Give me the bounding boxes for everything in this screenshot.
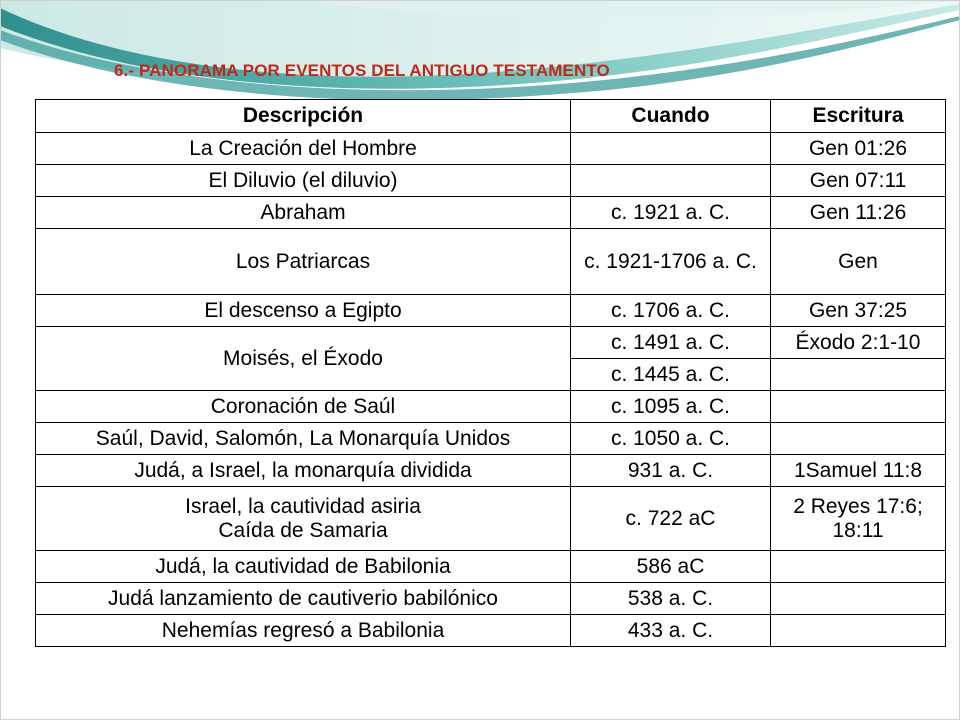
cell-cuando: c. 1921-1706 a. C. — [571, 229, 771, 295]
header-cuando: Cuando — [571, 100, 771, 133]
cell-cuando: c. 1050 a. C. — [571, 423, 771, 455]
cell-cuando: c. 1491 a. C. — [571, 327, 771, 359]
cell-descripcion: Saúl, David, Salomón, La Monarquía Unidos — [36, 423, 571, 455]
cell-cuando: 586 aC — [571, 551, 771, 583]
cell-cuando — [571, 165, 771, 197]
header-descripcion: Descripción — [36, 100, 571, 133]
cell-descripcion: Coronación de Saúl — [36, 391, 571, 423]
cell-descripcion: Judá lanzamiento de cautiverio babilónico — [36, 583, 571, 615]
events-table — [35, 99, 946, 647]
cell-descripcion: Nehemías regresó a Babilonia — [36, 615, 571, 647]
cell-descripcion-line1: Israel, la cautividad asiria — [185, 494, 421, 518]
cell-escritura: Gen 07:11 — [771, 165, 946, 197]
cell-cuando: c. 1921 a. C. — [571, 197, 771, 229]
slide-title: 6.- PANORAMA POR EVENTOS DEL ANTIGUO TESTAMENTO — [114, 61, 610, 80]
cell-escritura — [771, 423, 946, 455]
cell-descripcion: El Diluvio (el diluvio) — [36, 165, 571, 197]
table-row — [36, 615, 946, 647]
table-row — [36, 551, 946, 583]
cell-cuando: c. 1706 a. C. — [571, 295, 771, 327]
table-row — [36, 487, 946, 551]
cell-descripcion-line2: Caída de Samaria — [218, 518, 388, 542]
table-row — [36, 165, 946, 197]
cell-escritura — [771, 359, 946, 391]
cell-descripcion: Judá, la cautividad de Babilonia — [36, 551, 571, 583]
table-row — [36, 423, 946, 455]
table-row — [36, 455, 946, 487]
cell-escritura: Éxodo 2:1-10 — [771, 327, 946, 359]
cell-cuando: c. 1095 a. C. — [571, 391, 771, 423]
cell-cuando: 433 a. C. — [571, 615, 771, 647]
cell-cuando — [571, 133, 771, 165]
cell-escritura — [771, 615, 946, 647]
table-row — [36, 133, 946, 165]
table-row — [36, 391, 946, 423]
cell-escritura: Gen 01:26 — [771, 133, 946, 165]
cell-cuando: c. 722 aC — [571, 487, 771, 551]
cell-descripcion: La Creación del Hombre — [36, 133, 571, 165]
cell-cuando: 931 a. C. — [571, 455, 771, 487]
cell-descripcion: Judá, a Israel, la monarquía dividida — [36, 455, 571, 487]
cell-descripcion: Los Patriarcas — [36, 229, 571, 295]
cell-escritura: Gen 11:26 — [771, 197, 946, 229]
table-row — [36, 295, 946, 327]
cell-descripcion: El descenso a Egipto — [36, 295, 571, 327]
table-row — [36, 583, 946, 615]
cell-cuando: c. 1445 a. C. — [571, 359, 771, 391]
cell-escritura — [771, 583, 946, 615]
table-row — [36, 197, 946, 229]
cell-escritura-line1: 2 Reyes 17:6; — [793, 494, 923, 518]
table-row — [36, 327, 946, 359]
header-escritura: Escritura — [771, 100, 946, 133]
cell-descripcion: Abraham — [36, 197, 571, 229]
table-row — [36, 229, 946, 295]
cell-descripcion: Moisés, el Éxodo — [36, 327, 571, 391]
cell-descripcion — [36, 487, 571, 551]
cell-escritura: 1Samuel 11:8 — [771, 455, 946, 487]
cell-escritura — [771, 391, 946, 423]
cell-escritura — [771, 487, 946, 551]
cell-cuando: 538 a. C. — [571, 583, 771, 615]
table-header-row — [36, 100, 946, 133]
cell-escritura: Gen — [771, 229, 946, 295]
cell-escritura: Gen 37:25 — [771, 295, 946, 327]
cell-escritura-line2: 18:11 — [832, 518, 884, 542]
cell-escritura — [771, 551, 946, 583]
